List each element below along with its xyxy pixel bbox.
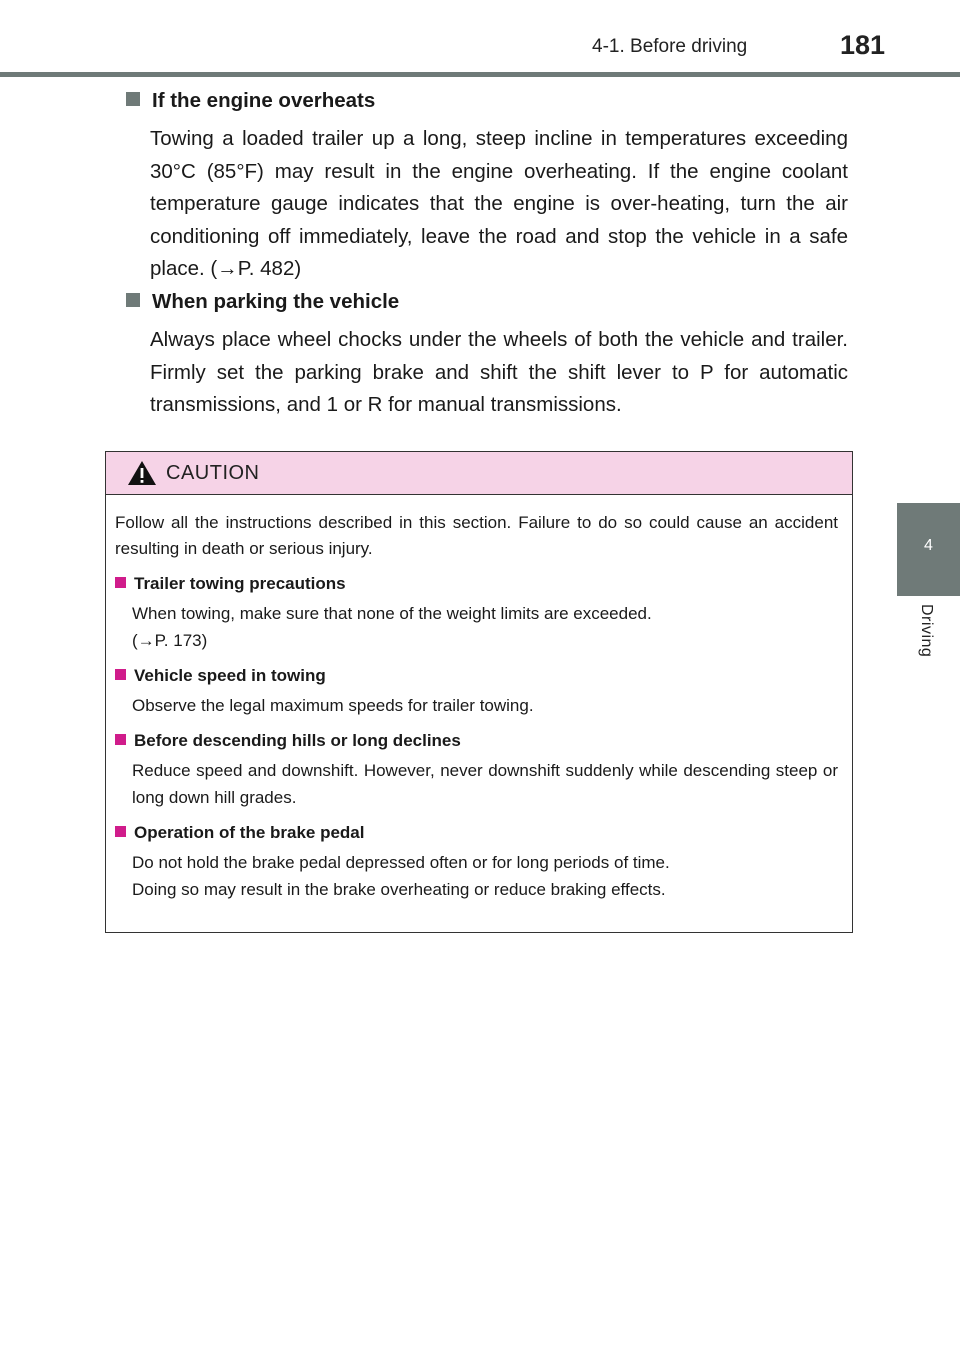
chapter-tab xyxy=(897,503,960,596)
square-bullet-icon xyxy=(115,669,126,680)
caution-item xyxy=(115,571,838,654)
square-bullet-icon xyxy=(115,734,126,745)
caution-content xyxy=(106,495,852,903)
section-title: 4-1. Before driving xyxy=(592,36,748,57)
caution-item-line: Do not hold the brake pedal depressed often or for long periods of time. xyxy=(132,853,670,872)
section-heading-text: When parking the vehicle xyxy=(152,290,400,313)
caution-title: CAUTION xyxy=(166,462,260,484)
caution-item-heading xyxy=(115,571,838,597)
square-bullet-icon xyxy=(115,826,126,837)
caution-item-heading xyxy=(115,728,838,754)
caution-item-heading-text: Vehicle speed in towing xyxy=(134,666,326,685)
section-heading-text: If the engine overheats xyxy=(152,89,376,112)
caution-item-line: Doing so may result in the brake overheating or reduce braking effects. xyxy=(132,880,666,899)
caution-item-line: Reduce speed and downshift. However, never downshift suddenly while descending steep or long down hill grades. xyxy=(132,761,838,807)
caution-item xyxy=(115,820,838,903)
section-heading xyxy=(126,87,848,115)
caution-item xyxy=(115,728,838,811)
caution-item-line: When towing, make sure that none of the weight limits are exceeded. xyxy=(132,604,652,623)
section-heading xyxy=(126,288,848,316)
chapter-label: Driving xyxy=(918,604,935,658)
caution-item-heading xyxy=(115,663,838,689)
warning-triangle-icon xyxy=(127,460,157,486)
caution-item-heading-text: Operation of the brake pedal xyxy=(134,823,365,842)
caution-item-body xyxy=(132,692,838,719)
square-bullet-icon xyxy=(126,92,140,106)
square-bullet-icon xyxy=(115,577,126,588)
page-reference-link[interactable]: (→P. 173) xyxy=(132,631,208,650)
section-body: Always place wheel chocks under the wheels of both the vehicle and trailer. Firmly set the parking brake and shift the shift lever to P for automatic transmissions, and 1 or R for manual transmissions. xyxy=(150,328,848,416)
caution-item-body xyxy=(132,757,838,811)
page-number: 181 xyxy=(840,30,886,60)
header-divider xyxy=(0,72,960,77)
section-body: Towing a loaded trailer up a long, steep incline in temperatures exceeding 30°C (85°F) may result in the engine overheating. If the engine coolant temperature gauge indicates that the engine is over-heating, turn the air conditioning off immediately, leave the road and stop the vehicle in a safe place. (→P. 482) xyxy=(150,127,848,280)
caution-item-heading-text: Trailer towing precautions xyxy=(134,574,346,593)
section-engine-overheats xyxy=(126,87,848,286)
caution-item xyxy=(115,663,838,719)
caution-item-body xyxy=(132,600,838,654)
caution-item-heading xyxy=(115,820,838,846)
square-bullet-icon xyxy=(126,293,140,307)
caution-item-body xyxy=(132,849,838,903)
caution-intro: Follow all the instructions described in this section. Failure to do so could cause an accident resulting in death or serious injury. xyxy=(115,513,838,558)
caution-item-line: Observe the legal maximum speeds for trailer towing. xyxy=(132,696,534,715)
section-parking xyxy=(126,288,848,422)
caution-box xyxy=(105,451,853,933)
chapter-number: 4 xyxy=(924,537,933,554)
caution-header xyxy=(106,452,852,495)
caution-item-heading-text: Before descending hills or long declines xyxy=(134,731,461,750)
